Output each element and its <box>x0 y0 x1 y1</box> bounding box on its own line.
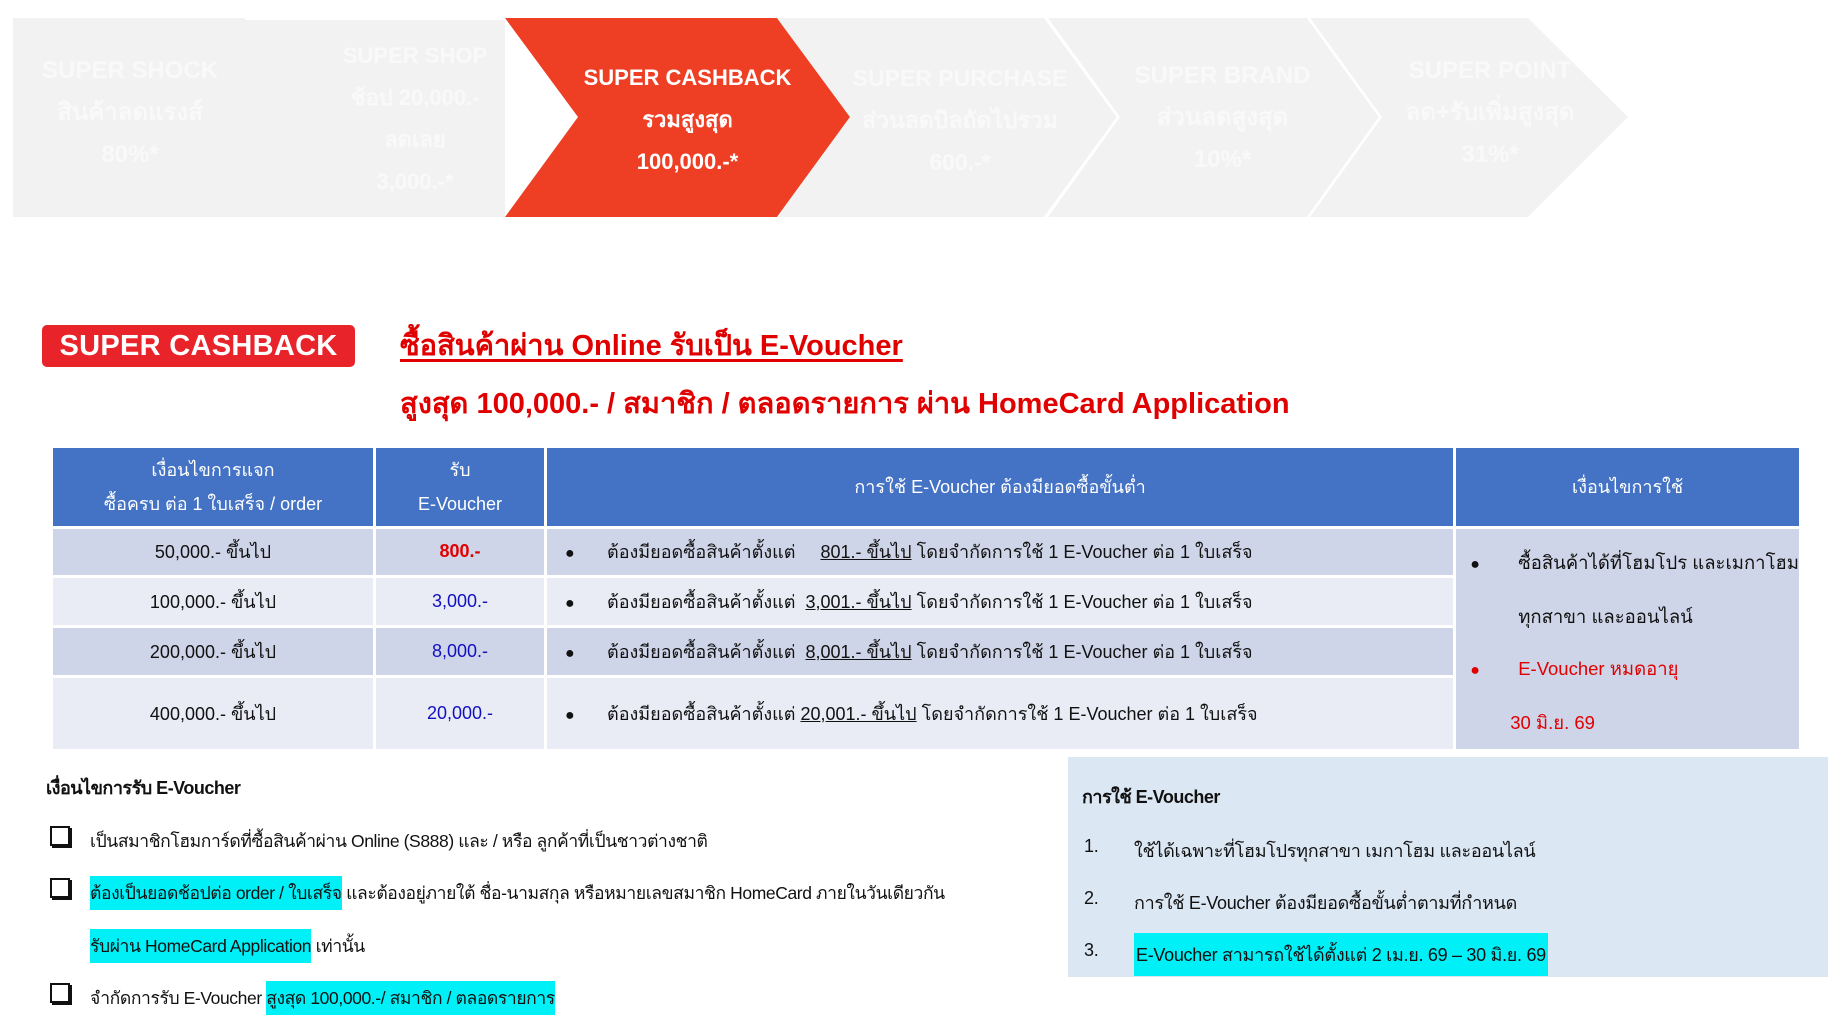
usage-minimum: 3,001.- ขึ้นไป <box>805 591 912 612</box>
voucher-amount-cell: 20,000.- <box>376 678 544 749</box>
voucher-amount-cell: 3,000.- <box>376 578 544 625</box>
step-value: 10%* <box>1193 146 1252 173</box>
header-text: เงื่อนไขการแจก <box>151 460 275 480</box>
highlighted-text: ต้องเป็นยอดช้อปต่อ order / ใบเสร็จ <box>90 876 342 910</box>
receive-conditions-heading: เงื่อนไขการรับ E-Voucher <box>46 778 241 798</box>
usage-suffix: โดยจำกัดการใช้ 1 E-Voucher ต่อ 1 ใบเสร็จ <box>916 542 1253 563</box>
step-super-purchase[interactable] <box>850 57 1070 183</box>
usage-prefix: ต้องมียอดซื้อสินค้าตั้งแต่ <box>607 703 796 724</box>
step-subtitle-2: ลดเลย <box>384 127 446 152</box>
min-purchase-cell: 200,000.- ขึ้นไป <box>53 628 373 675</box>
step-title: SUPER PURCHASE <box>852 65 1068 91</box>
min-purchase-cell: 400,000.- ขึ้นไป <box>53 678 373 749</box>
usage-cell <box>547 529 1453 575</box>
checkbox-icon <box>50 878 70 898</box>
step-super-brand[interactable] <box>1115 55 1330 181</box>
step-subtitle: รวมสูงสุด <box>642 107 733 132</box>
condition-text: และต้องอยู่ภายใต้ ชื่อ-นามสกุล หรือหมายเลขสมาชิก HomeCard ภายในวันเดียวกัน <box>341 883 945 903</box>
usage-heading: การใช้ E-Voucher <box>1082 787 1220 807</box>
step-title: SUPER CASHBACK <box>583 65 792 90</box>
item-text: ใช้ได้เฉพาะที่โฮมโปรทุกสาขา เมกาโฮม และออนไลน์ <box>1134 841 1536 861</box>
checkbox-icon <box>50 826 70 846</box>
step-value: 100,000.-* <box>636 149 739 174</box>
condition-text: จำกัดการรับ E-Voucher <box>90 988 267 1008</box>
expiry-item <box>1470 643 1799 697</box>
super-cashback-badge: SUPER CASHBACK <box>42 325 355 367</box>
usage-suffix: โดยจำกัดการใช้ 1 E-Voucher ต่อ 1 ใบเสร็จ <box>916 591 1253 612</box>
bullet-icon: ● <box>565 644 575 662</box>
bullet-icon: ● <box>565 545 575 563</box>
header-usage-minimum: การใช้ E-Voucher ต้องมียอดซื้อขั้นต่ำ <box>547 448 1453 526</box>
bullet-icon: ● <box>1470 662 1480 679</box>
item-text-highlighted: E-Voucher สามารถใช้ได้ตั้งแต่ 2 เม.ย. 69 – 30 มิ.ย. 69 <box>1134 933 1548 976</box>
step-subtitle: ส่วนลดบิลถัดไปรวม <box>862 107 1058 133</box>
receive-condition-item <box>90 879 945 907</box>
bullet-icon: ● <box>565 594 575 612</box>
condition-text: ซื้อสินค้าได้ที่โฮมโปร และเมกาโฮม <box>1518 552 1799 573</box>
receive-condition-item <box>90 984 555 1012</box>
highlighted-text: สูงสุด 100,000.-/ สมาชิก / ตลอดรายการ <box>266 981 555 1015</box>
receive-condition-item-continued <box>90 932 365 960</box>
voucher-table <box>50 445 1802 752</box>
usage-minimum: 8,001.- ขึ้นไป <box>805 641 912 662</box>
step-subtitle: ส่วนลดสูงสุด <box>1156 104 1289 131</box>
step-subtitle: ลด+รับเพิ่มสูงสุด <box>1405 99 1575 126</box>
step-value: 80%* <box>101 141 159 168</box>
step-super-shock[interactable] <box>20 50 240 176</box>
item-text: การใช้ E-Voucher ต้องมียอดซื้อขั้นต่ำตามที่กำหนด <box>1134 893 1517 913</box>
step-subtitle: ช้อป 20,000.- <box>350 85 480 110</box>
condition-text: เท่านั้น <box>311 936 365 956</box>
page-title: ซื้อสินค้าผ่าน Online รับเป็น E-Voucher <box>400 330 903 362</box>
usage-cell <box>547 628 1453 675</box>
item-number: 3. <box>1084 940 1099 960</box>
usage-prefix: ต้องมียอดซื้อสินค้าตั้งแต่ <box>607 641 796 662</box>
expiry-text: E-Voucher หมดอายุ <box>1518 658 1679 679</box>
step-super-cashback[interactable] <box>565 57 810 183</box>
usage-minimum: 801.- ขึ้นไป <box>820 542 912 563</box>
step-value: 31%* <box>1461 141 1519 168</box>
table-header-row <box>53 448 1799 526</box>
highlighted-text: รับผ่าน HomeCard Application <box>90 929 311 963</box>
header-usage-condition: เงื่อนไขการใช้ <box>1456 448 1799 526</box>
min-purchase-cell: 50,000.- ขึ้นไป <box>53 529 373 575</box>
step-value: 3,000.-* <box>376 169 454 194</box>
bullet-icon: ● <box>565 706 575 724</box>
voucher-amount-cell: 8,000.- <box>376 628 544 675</box>
step-subtitle: สินค้าลดแรงส์ <box>57 99 203 126</box>
usage-suffix: โดยจำกัดการใช้ 1 E-Voucher ต่อ 1 ใบเสร็จ <box>916 641 1253 662</box>
header-voucher <box>376 448 544 526</box>
usage-suffix: โดยจำกัดการใช้ 1 E-Voucher ต่อ 1 ใบเสร็จ <box>921 703 1258 724</box>
header-text: ซื้อครบ ต่อ 1 ใบเสร็จ / order <box>103 494 323 514</box>
step-title: SUPER BRAND <box>1134 62 1311 89</box>
item-number: 1. <box>1084 836 1099 856</box>
step-title: SUPER POINT <box>1408 57 1572 84</box>
usage-prefix: ต้องมียอดซื้อสินค้าตั้งแต่ <box>607 591 796 612</box>
usage-minimum: 20,001.- ขึ้นไป <box>800 703 917 724</box>
checkbox-icon <box>50 983 70 1003</box>
usage-conditions-cell <box>1456 529 1799 749</box>
condition-item-continued: ทุกสาขา และออนไลน์ <box>1518 606 1693 627</box>
header-text: รับ <box>449 460 471 480</box>
page-subtitle: สูงสุด 100,000.- / สมาชิก / ตลอดรายการ ผ่าน HomeCard Application <box>400 388 1290 420</box>
usage-cell <box>547 578 1453 625</box>
header-purchase-condition <box>53 448 373 526</box>
usage-cell <box>547 678 1453 749</box>
min-purchase-cell: 100,000.- ขึ้นไป <box>53 578 373 625</box>
condition-item <box>1470 537 1799 591</box>
expiry-date: 30 มิ.ย. 69 <box>1510 712 1595 733</box>
step-title: SUPER SHOCK <box>41 57 219 84</box>
receive-condition-item <box>90 827 708 855</box>
usage-prefix: ต้องมียอดซื้อสินค้าตั้งแต่ <box>607 542 796 563</box>
step-title: SUPER SHOP <box>342 43 488 68</box>
step-super-shop[interactable] <box>300 35 530 203</box>
table-row <box>53 529 1799 575</box>
step-super-point[interactable] <box>1380 50 1600 176</box>
item-number: 2. <box>1084 888 1099 908</box>
step-value: 600.-* <box>929 149 991 175</box>
bullet-icon: ● <box>1470 556 1480 573</box>
condition-text: เป็นสมาชิกโฮมการ์ดที่ซื้อสินค้าผ่าน Online (S888) และ / หรือ ลูกค้าที่เป็นชาวต่างชาติ <box>90 831 708 851</box>
header-text: E-Voucher <box>417 494 503 514</box>
voucher-amount-cell: 800.- <box>376 529 544 575</box>
